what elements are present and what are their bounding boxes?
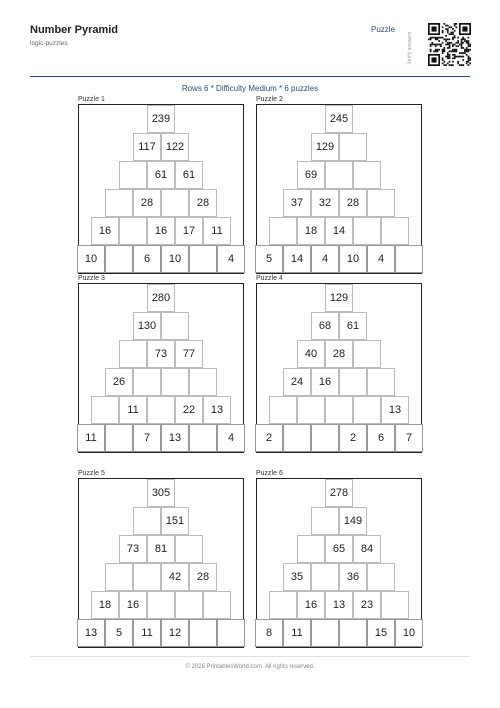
pyramid-cell: 13 xyxy=(77,619,105,647)
pyramid-cell: 130 xyxy=(133,312,161,340)
pyramid-cell: 17 xyxy=(175,217,203,245)
pyramid-cell[interactable] xyxy=(381,591,409,619)
pyramid-cell[interactable] xyxy=(353,396,381,424)
pyramid-cell: 28 xyxy=(189,563,217,591)
pyramid-cell[interactable] xyxy=(189,424,217,452)
pyramid-cell: 84 xyxy=(353,535,381,563)
pyramid-cell: 5 xyxy=(255,245,283,273)
pyramid-cell[interactable] xyxy=(325,396,353,424)
pyramid-cell[interactable] xyxy=(311,563,339,591)
pyramid-cell: 149 xyxy=(339,507,367,535)
pyramid-cell: 14 xyxy=(325,217,353,245)
pyramid-cell: 11 xyxy=(133,619,161,647)
pyramid-cell[interactable] xyxy=(161,189,189,217)
pyramid-cell: 18 xyxy=(297,217,325,245)
puzzle-label: Puzzle 2 xyxy=(256,96,283,103)
pyramid-cell: 18 xyxy=(91,591,119,619)
pyramid-cell: 10 xyxy=(395,619,423,647)
pyramid-cell[interactable] xyxy=(105,563,133,591)
pyramid-cell[interactable] xyxy=(105,424,133,452)
pyramid-cell: 28 xyxy=(133,189,161,217)
pyramid-cell: 35 xyxy=(283,563,311,591)
pyramid-cell[interactable] xyxy=(217,619,245,647)
pyramid-cell: 4 xyxy=(367,245,395,273)
pyramid-cell[interactable] xyxy=(105,189,133,217)
puzzle-label: Puzzle 6 xyxy=(256,470,283,477)
pyramid-cell[interactable] xyxy=(395,245,423,273)
pyramid-cell[interactable] xyxy=(147,591,175,619)
pyramid-cell: 122 xyxy=(161,133,189,161)
puzzle-6 xyxy=(256,478,422,648)
pyramid-cell[interactable] xyxy=(269,591,297,619)
type-badge: Puzzle xyxy=(371,25,396,34)
pyramid-cell: 81 xyxy=(147,535,175,563)
pyramid-cell: 11 xyxy=(119,396,147,424)
pyramid-cell[interactable] xyxy=(311,507,339,535)
pyramid-cell[interactable] xyxy=(119,161,147,189)
pyramid-cell: 16 xyxy=(119,591,147,619)
pyramid-cell[interactable] xyxy=(175,591,203,619)
puzzle-5 xyxy=(78,478,244,648)
pyramid-cell: 77 xyxy=(175,340,203,368)
pyramid-cell: 14 xyxy=(283,245,311,273)
pyramid-cell[interactable] xyxy=(297,535,325,563)
pyramid-cell: 16 xyxy=(297,591,325,619)
verify-answers-label: Verify answers xyxy=(407,31,413,65)
pyramid-cell[interactable] xyxy=(339,133,367,161)
pyramid-cell[interactable] xyxy=(367,189,395,217)
document-subtitle: logic-puzzles xyxy=(30,40,68,47)
pyramid-cell: 280 xyxy=(147,284,175,312)
pyramid-cell: 4 xyxy=(217,245,245,273)
pyramid-cell[interactable] xyxy=(311,424,339,452)
pyramid-cell: 23 xyxy=(353,591,381,619)
pyramid-cell: 61 xyxy=(147,161,175,189)
pyramid-cell[interactable] xyxy=(381,217,409,245)
qr-code-icon[interactable] xyxy=(428,17,471,72)
pyramid-cell: 16 xyxy=(147,217,175,245)
pyramid-cell: 12 xyxy=(161,619,189,647)
pyramid-cell[interactable] xyxy=(283,424,311,452)
pyramid-cell: 11 xyxy=(283,619,311,647)
pyramid-cell: 239 xyxy=(147,105,175,133)
pyramid-cell: 4 xyxy=(217,424,245,452)
pyramid-cell: 7 xyxy=(133,424,161,452)
header-divider xyxy=(30,76,470,77)
pyramid-cell: 10 xyxy=(339,245,367,273)
pyramid-cell: 2 xyxy=(255,424,283,452)
pyramid-cell: 32 xyxy=(311,189,339,217)
document-title: Number Pyramid xyxy=(30,24,119,36)
pyramid-cell[interactable] xyxy=(189,245,217,273)
pyramid-cell: 13 xyxy=(381,396,409,424)
pyramid-cell[interactable] xyxy=(367,563,395,591)
pyramid-cell: 129 xyxy=(325,284,353,312)
pyramid-cell: 28 xyxy=(339,189,367,217)
footer-divider xyxy=(30,656,470,657)
pyramid-cell: 37 xyxy=(283,189,311,217)
pyramid-cell: 26 xyxy=(105,368,133,396)
pyramid-cell: 61 xyxy=(339,312,367,340)
pyramid-cell: 24 xyxy=(283,368,311,396)
pyramid-cell[interactable] xyxy=(353,340,381,368)
puzzle-label: Puzzle 3 xyxy=(78,275,105,282)
pyramid-cell: 129 xyxy=(311,133,339,161)
pyramid-cell[interactable] xyxy=(203,591,231,619)
pyramid-cell: 10 xyxy=(77,245,105,273)
pyramid-cell[interactable] xyxy=(189,619,217,647)
pyramid-cell: 16 xyxy=(91,217,119,245)
puzzle-1 xyxy=(78,104,244,274)
pyramid-cell: 65 xyxy=(325,535,353,563)
pyramid-cell[interactable] xyxy=(119,217,147,245)
pyramid-cell: 68 xyxy=(311,312,339,340)
pyramid-cell[interactable] xyxy=(325,161,353,189)
puzzle-2 xyxy=(256,104,422,274)
pyramid-cell[interactable] xyxy=(339,619,367,647)
pyramid-cell: 61 xyxy=(175,161,203,189)
pyramid-cell: 28 xyxy=(189,189,217,217)
pyramid-cell: 16 xyxy=(311,368,339,396)
puzzle-label: Puzzle 1 xyxy=(78,96,105,103)
pyramid-cell: 69 xyxy=(297,161,325,189)
pyramid-cell: 10 xyxy=(161,245,189,273)
pyramid-cell: 8 xyxy=(255,619,283,647)
pyramid-cell: 2 xyxy=(339,424,367,452)
pyramid-cell: 7 xyxy=(395,424,423,452)
pyramid-cell[interactable] xyxy=(189,368,217,396)
pyramid-cell[interactable] xyxy=(161,368,189,396)
puzzle-3 xyxy=(78,283,244,453)
pyramid-cell[interactable] xyxy=(175,535,203,563)
pyramid-cell: 305 xyxy=(147,479,175,507)
pyramid-cell: 13 xyxy=(325,591,353,619)
pyramid-cell[interactable] xyxy=(119,340,147,368)
pyramid-cell[interactable] xyxy=(147,396,175,424)
pyramid-cell: 5 xyxy=(105,619,133,647)
puzzle-4 xyxy=(256,283,422,453)
pyramid-cell: 13 xyxy=(203,396,231,424)
pyramid-cell: 151 xyxy=(161,507,189,535)
pyramid-cell[interactable] xyxy=(353,217,381,245)
pyramid-cell[interactable] xyxy=(269,217,297,245)
puzzle-label: Puzzle 5 xyxy=(78,470,105,477)
pyramid-cell: 6 xyxy=(133,245,161,273)
pyramid-cell[interactable] xyxy=(133,368,161,396)
pyramid-cell[interactable] xyxy=(133,563,161,591)
pyramid-cell[interactable] xyxy=(91,396,119,424)
pyramid-cell: 4 xyxy=(311,245,339,273)
pyramid-cell: 40 xyxy=(297,340,325,368)
copyright-footer: © 2026 PrintablesWorld.com. All rights reserved. xyxy=(185,664,315,670)
pyramid-cell: 245 xyxy=(325,105,353,133)
pyramid-cell: 117 xyxy=(133,133,161,161)
pyramid-cell: 11 xyxy=(77,424,105,452)
pyramid-cell: 73 xyxy=(147,340,175,368)
pyramid-cell[interactable] xyxy=(105,245,133,273)
puzzle-label: Puzzle 4 xyxy=(256,275,283,282)
puzzle-set-info: Rows 6 * Difficulty Medium * 6 puzzles xyxy=(181,84,319,93)
pyramid-cell[interactable] xyxy=(339,368,367,396)
pyramid-cell: 36 xyxy=(339,563,367,591)
pyramid-cell: 22 xyxy=(175,396,203,424)
pyramid-cell: 13 xyxy=(161,424,189,452)
pyramid-cell: 42 xyxy=(161,563,189,591)
pyramid-cell[interactable] xyxy=(367,368,395,396)
pyramid-cell: 6 xyxy=(367,424,395,452)
pyramid-cell[interactable] xyxy=(269,396,297,424)
pyramid-cell[interactable] xyxy=(353,161,381,189)
pyramid-cell: 15 xyxy=(367,619,395,647)
pyramid-cell: 11 xyxy=(203,217,231,245)
pyramid-cell: 73 xyxy=(119,535,147,563)
pyramid-cell[interactable] xyxy=(161,312,189,340)
pyramid-cell: 278 xyxy=(325,479,353,507)
pyramid-cell[interactable] xyxy=(297,396,325,424)
pyramid-cell[interactable] xyxy=(133,507,161,535)
pyramid-cell[interactable] xyxy=(311,619,339,647)
pyramid-cell: 28 xyxy=(325,340,353,368)
